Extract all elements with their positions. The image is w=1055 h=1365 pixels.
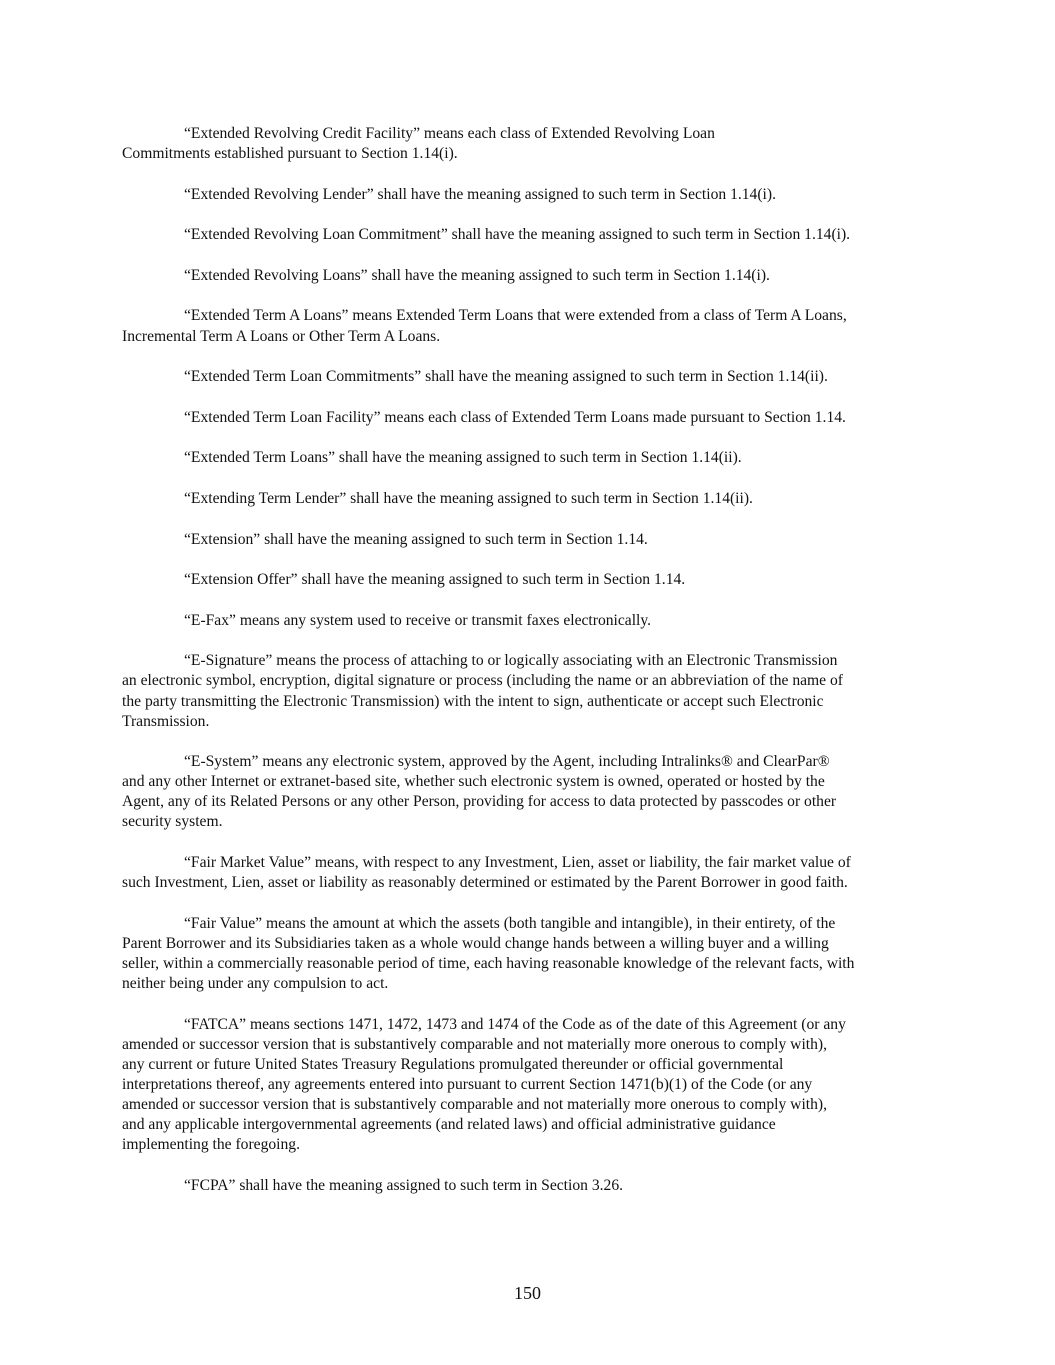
definition-extending-term-lender: “Extending Term Lender” shall have the meaning assigned to such term in Section 1.14(ii). xyxy=(184,489,753,507)
definition-extended-revolving-lender: “Extended Revolving Lender” shall have the meaning assigned to such term in Section 1.14(i). xyxy=(184,185,776,203)
definition-e-signature: “E-Signature” means the process of attaching to or logically associating with an Electronic Transmission an electronic symbol, encryption, digital signature or process (including the name or an abbreviation of the name of the party transmitting the Electronic Transmission) with the intent to sign, authenticate or accept such Electronic Transmission. xyxy=(122,652,843,730)
definition-extended-term-loans: “Extended Term Loans” shall have the meaning assigned to such term in Section 1.14(ii). xyxy=(184,449,742,467)
definition-e-fax: “E-Fax” means any system used to receive or transmit faxes electronically. xyxy=(184,611,652,629)
definition-e-system: “E-System” means any electronic system, approved by the Agent, including Intralinks® and ClearPar® and any other Internet or extranet-based site, whether such electronic system is owned, operated or hosted by the Agent, any of its Related Persons or any other Person, providing for access to data protected by passcodes or other security system. xyxy=(122,753,837,831)
page-number: 150 xyxy=(514,1283,541,1303)
definition-extended-term-loan-commitments: “Extended Term Loan Commitments” shall have the meaning assigned to such term in Section 1.14(ii). xyxy=(184,368,828,386)
definition-fcpa: “FCPA” shall have the meaning assigned to such term in Section 3.26. xyxy=(184,1176,624,1194)
definition-extended-term-a-loans: “Extended Term A Loans” means Extended Term Loans that were extended from a class of Term A Loans, Incremental Term A Loans or Other Term A Loans. xyxy=(122,307,847,345)
definition-fair-market-value: “Fair Market Value” means, with respect to any Investment, Lien, asset or liability, the fair market value of such Investment, Lien, asset or liability as reasonably determined or estimated by the Parent Borrower in good faith. xyxy=(122,854,851,892)
definition-extension: “Extension” shall have the meaning assigned to such term in Section 1.14. xyxy=(184,530,648,548)
definition-fatca: “FATCA” means sections 1471, 1472, 1473 and 1474 of the Code as of the date of this Agreement (or any amended or successor version that is substantively comparable and not materially more onerous to comply with), any current or future United States Treasury Regulations promulgated thereunder or official governmental interpretations thereof, any agreements entered into pursuant to current Section 1471(b)(1) of the Code (or any amended or successor version that is substantively comparable and not materially more onerous to comply with), and any applicable intergovernmental agreements (and related laws) and official administrative guidance implementing the foregoing. xyxy=(122,1015,846,1154)
definition-extension-offer: “Extension Offer” shall have the meaning assigned to such term in Section 1.14. xyxy=(184,571,686,589)
definition-extended-revolving-loans: “Extended Revolving Loans” shall have the meaning assigned to such term in Section 1.14(i). xyxy=(184,266,770,284)
definition-extended-revolving-credit-facility: “Extended Revolving Credit Facility” means each class of Extended Revolving Loan Commitments established pursuant to Section 1.14(i). xyxy=(122,125,715,163)
definition-extended-revolving-loan-commitment: “Extended Revolving Loan Commitment” shall have the meaning assigned to such term in Section 1.14(i). xyxy=(184,226,851,244)
definitions-list xyxy=(122,124,935,1216)
definition-fair-value: “Fair Value” means the amount at which the assets (both tangible and intangible), in their entirety, of the Parent Borrower and its Subsidiaries taken as a whole would change hands between a willing buyer and a willing seller, within a commercially reasonable period of time, each having reasonable knowledge of the relevant facts, with neither being under any compulsion to act. xyxy=(122,914,855,993)
definition-extended-term-loan-facility: “Extended Term Loan Facility” means each class of Extended Term Loans made pursuant to Section 1.14. xyxy=(184,408,846,426)
